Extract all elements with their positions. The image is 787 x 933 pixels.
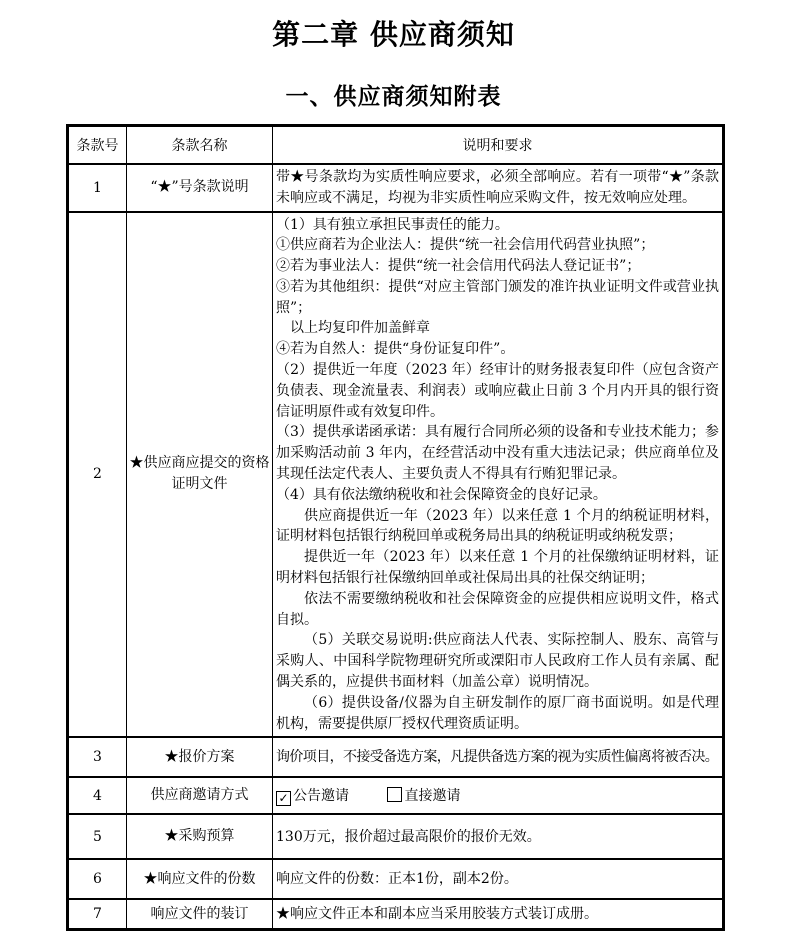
clause-no: 4: [68, 777, 127, 814]
desc-paragraph: 询价项目，不接受备选方案，凡提供备选方案的视为实质性偏离将被否决。: [276, 749, 719, 766]
invite-option-public: [276, 786, 349, 807]
table-header-row: [68, 126, 724, 164]
desc-paragraph: 供应商提供近一年（2023 年）以来任意 1 个月的纳税证明材料，证明材料包括银行纳税回单或税务局出具的纳税证明或纳税发票；: [276, 507, 719, 545]
chapter-title: 第二章 供应商须知: [272, 18, 515, 51]
clause-desc: [273, 777, 724, 814]
clause-desc: [273, 737, 724, 777]
desc-paragraph: 以上均复印件加盖鲜章: [290, 320, 430, 337]
clause-desc: [273, 859, 724, 899]
desc-paragraph: 带★号条款均为实质性响应要求，必须全部响应。若有一项带“★”条款未响应或不满足，均视为非实质性响应采购文件，按无效响应处理。: [276, 168, 719, 206]
clause-no: 7: [68, 899, 127, 929]
clause-name: ★供应商应提交的资格证明文件: [127, 212, 273, 738]
clause-name: 响应文件的装订: [127, 899, 273, 929]
table-row-1: [68, 164, 724, 212]
invite-option-direct: [387, 786, 460, 807]
checkbox-unchecked-icon: [387, 787, 402, 802]
clause-name: ★响应文件的份数: [127, 859, 273, 899]
clause-name: 供应商邀请方式: [127, 777, 273, 814]
desc-paragraph: ④若为自然人：提供“身份证复印件”。: [276, 341, 515, 358]
clause-no: 3: [68, 737, 127, 777]
desc-paragraph: （2）提供近一年度（2023 年）经审计的财务报表复印件（应包含资产负债表、现金流量表、利润表）或响应截止日前 3 个月内开具的银行资信证明原件或有效复印件。: [276, 362, 719, 420]
desc-paragraph: ★响应文件正本和副本应当采用胶装方式装订成册。: [276, 905, 598, 922]
desc-paragraph: 响应文件的份数：正本1份，副本2份。: [276, 871, 518, 888]
supplier-notice-table: [66, 124, 725, 931]
table-row-6: [68, 859, 724, 899]
section-title: 一、供应商须知附表: [285, 84, 502, 110]
desc-paragraph: ③若为其他组织：提供“对应主管部门颁发的准许执业证明文件或营业执照”；: [276, 278, 719, 316]
desc-paragraph: 130万元，报价超过最高限价的报价无效。: [276, 828, 541, 845]
clause-no: 5: [68, 814, 127, 859]
invite-option-label: 直接邀请: [404, 787, 461, 804]
desc-paragraph: 提供近一年（2023 年）以来任意 1 个月的社保缴纳证明材料，证明材料包括银行社保缴纳回单或社保局出具的社保交纳证明；: [276, 549, 719, 587]
col-header-clause-no: 条款号: [68, 126, 127, 164]
checkbox-checked-icon: ✓: [276, 791, 291, 806]
clause-no: 1: [68, 164, 127, 212]
clause-name: “★”号条款说明: [127, 164, 273, 212]
clause-no: 6: [68, 859, 127, 899]
desc-paragraph: （5）关联交易说明:供应商法人代表、实际控制人、股东、高管与采购人、中国科学院物理研究所或溧阳市人民政府工作人员有亲属、配偶关系的，应提供书面材料（加盖公章）说明情况。: [276, 632, 719, 691]
col-header-clause-name: 条款名称: [127, 126, 273, 164]
clause-desc: [273, 814, 724, 859]
clause-no: 2: [68, 212, 127, 738]
clause-name: ★报价方案: [127, 737, 273, 777]
table-row-2: [68, 212, 724, 738]
desc-paragraph: （4）具有依法缴纳税收和社会保障资金的良好记录。: [276, 486, 607, 503]
clause-desc: [273, 212, 724, 738]
desc-paragraph: （3）提供承诺函承诺：具有履行合同所必须的设备和专业技术能力；参加采购活动前 3 年内，在经营活动中没有重大违法记录；供应商单位及其现任法定代表人、主要负责人不得具有行贿犯罪记录。: [276, 424, 719, 483]
desc-paragraph: ②若为事业法人：提供“统一社会信用代码法人登记证书”；: [276, 258, 641, 275]
desc-paragraph: （6）提供设备/仪器为自主研发制作的原厂商书面说明。如是代理机构，需要提供原厂授权代理资质证明。: [276, 694, 719, 732]
table-row-5: [68, 814, 724, 859]
clause-desc: [273, 899, 724, 929]
invite-option-label: 公告邀请: [293, 787, 349, 804]
table-row-7: [68, 899, 724, 929]
desc-paragraph: ①供应商若为企业法人：提供“统一社会信用代码营业执照”；: [276, 237, 655, 254]
clause-desc: [273, 164, 724, 212]
desc-paragraph: （1）具有独立承担民事责任的能力。: [276, 216, 509, 233]
table-row-4: [68, 777, 724, 814]
col-header-requirements: 说明和要求: [273, 126, 724, 164]
clause-name: ★采购预算: [127, 814, 273, 859]
desc-paragraph: 依法不需要缴纳税收和社会保障资金的应提供相应说明文件，格式自拟。: [276, 590, 719, 628]
table-row-3: [68, 737, 724, 777]
